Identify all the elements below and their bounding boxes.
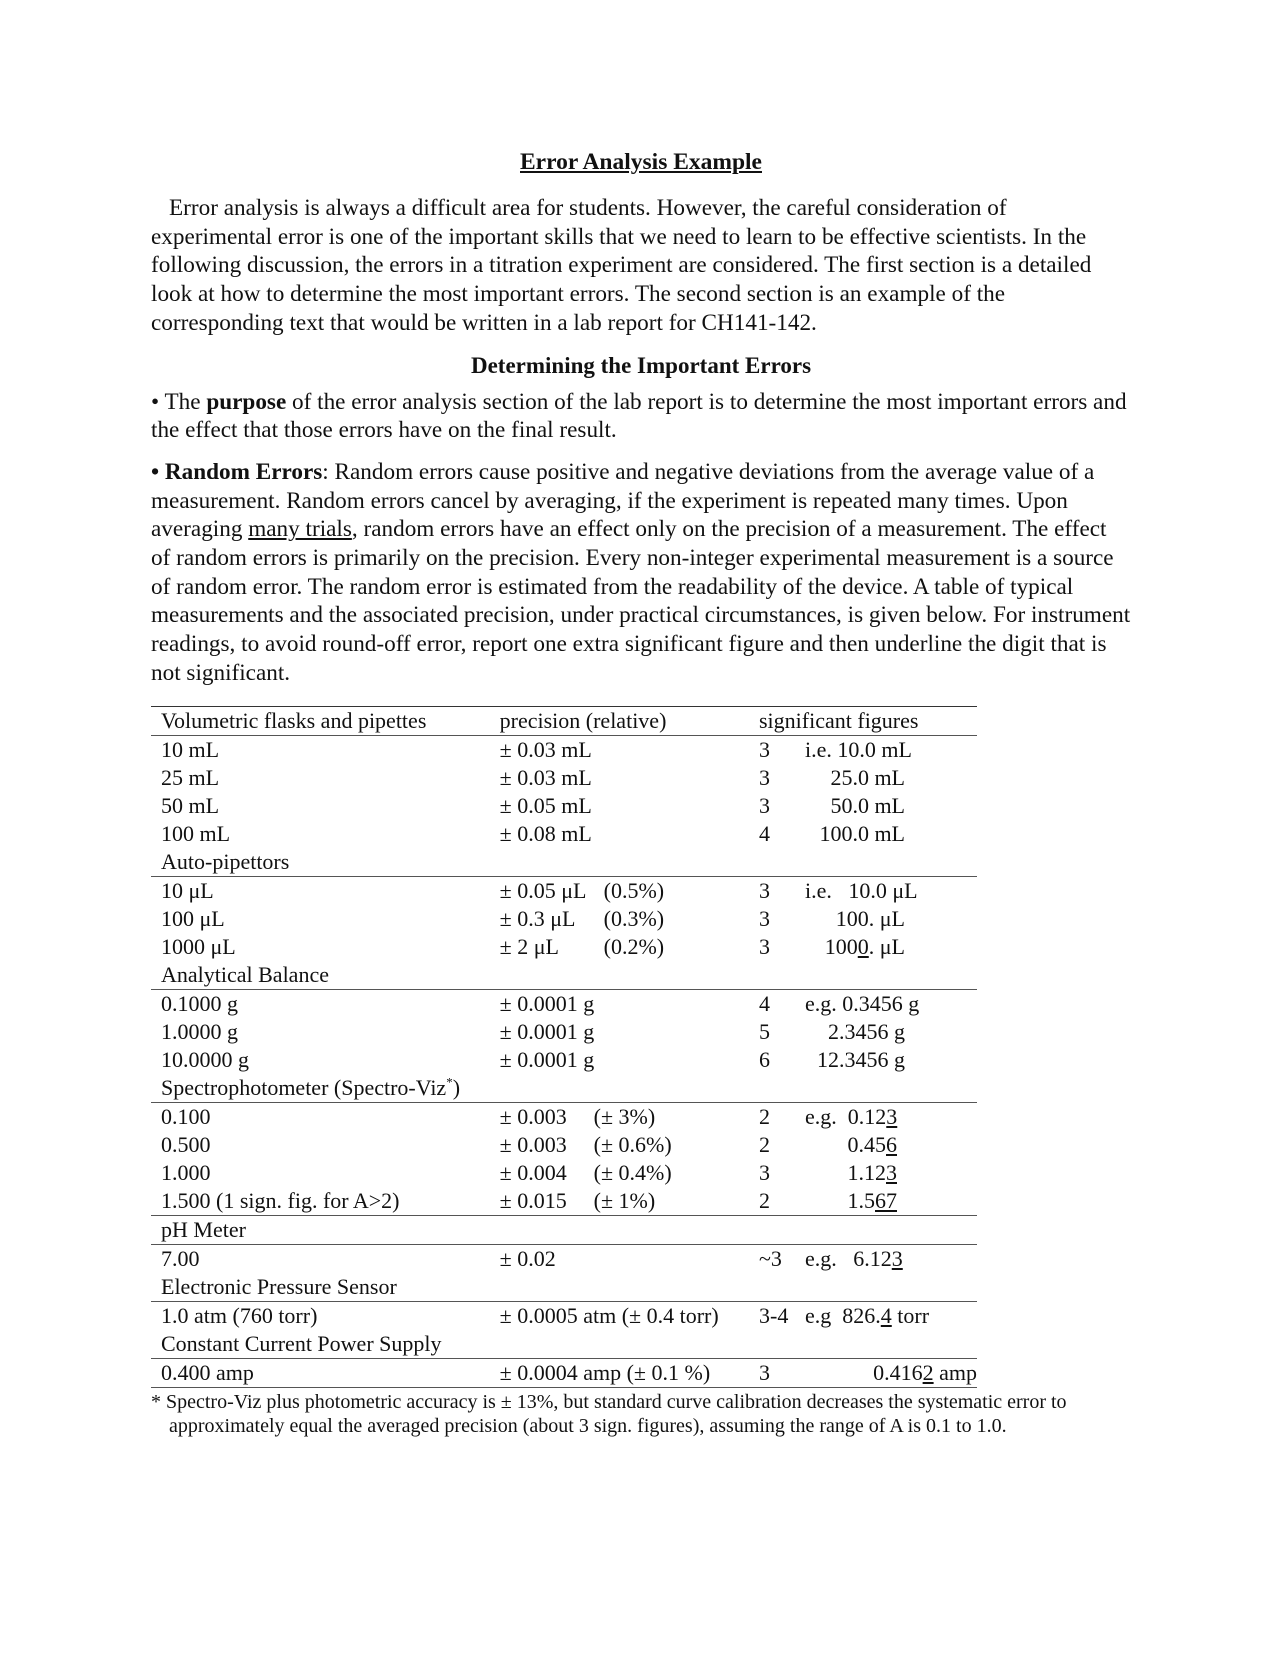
sigfig-example: i.e. 10.0 mL — [805, 736, 912, 762]
bullet-text: : Random errors cause positive and negative deviations from the average value of a measurement. Random errors cancel by averaging, if the experiment is repeated many times. Upon averaging — [151, 458, 1095, 543]
cell-precision: ± 0.05 mL — [499, 792, 592, 818]
cell-device: 1.0000 g — [161, 1018, 238, 1044]
group-label-analytical-balance: Analytical Balance — [161, 961, 329, 987]
sigfig-example: 50.0 mL — [830, 792, 905, 818]
sigfig-example — [805, 1104, 897, 1129]
example-part: 100 — [824, 933, 858, 959]
table-group-label-row — [151, 1215, 977, 1244]
example-insignificant-digit: 0 — [857, 933, 869, 959]
table-group-label-row — [151, 1273, 977, 1302]
cell-sigfigs — [749, 735, 977, 764]
table-row — [151, 792, 977, 820]
precision-table — [151, 706, 977, 1388]
cell-sigfigs — [749, 1131, 977, 1159]
cell-sigfigs — [749, 933, 977, 961]
sigfig-example — [805, 1246, 903, 1271]
table-row — [151, 876, 977, 905]
example-insignificant-digit: 3 — [886, 1103, 898, 1129]
purpose-bullet — [151, 388, 1131, 445]
document-page — [151, 148, 1131, 1438]
example-insignificant-digit: 2 — [922, 1359, 934, 1385]
cell-device: 1.000 — [161, 1159, 211, 1185]
cell-sigfigs — [749, 905, 977, 933]
sigfig-count: 2 — [759, 1131, 770, 1157]
table-group-label-row — [151, 961, 977, 990]
table-row — [151, 1018, 977, 1046]
section-heading: Determining the Important Errors — [470, 352, 812, 378]
cell-precision — [490, 933, 749, 961]
sigfig-count: 3 — [759, 877, 770, 903]
group-label-power-supply: Constant Current Power Supply — [161, 1330, 442, 1356]
precision-value: ± 0.003 — [499, 1103, 567, 1129]
cell-precision: ± 0.0004 amp (± 0.1 %) — [490, 1358, 749, 1387]
sigfig-count: 4 — [759, 820, 770, 846]
sigfig-count: 3 — [759, 1159, 770, 1185]
cell-device: 10 mL — [151, 735, 490, 764]
sigfig-example: i.e. 10.0 μL — [805, 877, 918, 903]
cell-device: 10.0000 g — [161, 1046, 249, 1072]
sigfig-count: 4 — [759, 990, 770, 1016]
sigfig-count: 3-4 — [759, 1302, 789, 1328]
cell-precision — [490, 1187, 749, 1216]
relative-precision: (0.5%) — [603, 877, 665, 903]
group-label-text: Spectrophotometer (Spectro-Viz — [161, 1074, 447, 1100]
table-footnote — [151, 1390, 1131, 1438]
relative-precision: (± 0.6%) — [593, 1131, 672, 1157]
table-row — [151, 1358, 977, 1387]
cell-precision — [490, 905, 749, 933]
cell-precision: ± 0.08 mL — [499, 820, 592, 846]
precision-value: ± 0.003 — [499, 1131, 567, 1157]
intro-paragraph: Error analysis is always a difficult area for students. However, the careful consideration of experimental error is one of the important skills that we need to learn to be effective scientists. In the following discussion, the errors in a titration experiment are considered. The first section is a detailed look at how to determine the most important errors. The second section is an example of the corresponding text that would be written in a lab report for CH141-142. — [151, 195, 1092, 336]
bullet-text: • The — [151, 388, 207, 415]
example-insignificant-digit: 4 — [880, 1302, 892, 1328]
bullet-text: , random errors have an effect only on the precision of a measurement. The effect of random errors is primarily on the precision. Every non-integer experimental measurement is a source of random error. The random error is estimated from the readability of the device. A table of typical measurements and the associated precision, under practical circumstances, is given below. For instrument readings, to avoid round-off error, report one extra significant figure and then underline the digit that is not significant. — [151, 516, 1131, 686]
cell-sigfigs — [749, 989, 977, 1018]
sigfig-example — [805, 933, 905, 961]
example-insignificant-digit: 3 — [891, 1245, 903, 1271]
precision-value: ± 0.015 — [499, 1187, 567, 1213]
sigfig-count: 3 — [759, 736, 770, 762]
group-label-text: ) — [452, 1074, 461, 1100]
example-part: e.g 826. — [805, 1302, 881, 1328]
table-row — [151, 1159, 977, 1187]
table-group-label-row — [151, 848, 977, 877]
cell-sigfigs — [749, 820, 977, 848]
cell-device: 0.100 — [151, 1102, 490, 1131]
precision-value: ± 0.3 μL — [499, 905, 576, 931]
table-group-label-row — [151, 1330, 977, 1359]
relative-precision: (0.3%) — [603, 905, 665, 931]
bullet-bold-term: purpose — [206, 388, 287, 415]
example-part: torr — [891, 1302, 930, 1328]
sigfig-count: 6 — [759, 1046, 770, 1072]
precision-value: ± 0.05 μL — [499, 877, 587, 903]
example-part: amp — [933, 1359, 977, 1385]
cell-device: 1.500 (1 sign. fig. for A>2) — [151, 1187, 490, 1216]
cell-precision — [490, 1159, 749, 1187]
relative-precision: (± 1%) — [593, 1187, 656, 1213]
example-insignificant-digit: 67 — [875, 1187, 897, 1213]
table-row — [151, 764, 977, 792]
example-part: 0.45 — [847, 1131, 886, 1157]
cell-sigfigs — [749, 1358, 977, 1387]
sigfig-example: 100.0 mL — [819, 820, 905, 846]
table-row — [151, 905, 977, 933]
sigfig-count: 3 — [759, 764, 770, 790]
document-title: Error Analysis Example — [520, 149, 762, 175]
cell-sigfigs — [749, 1018, 977, 1046]
bullet-text: of the error analysis section of the lab report is to determine the most important errors and the effect that those errors have on the final result. — [151, 388, 1127, 444]
sigfig-count: 2 — [759, 1187, 770, 1213]
cell-sigfigs — [749, 764, 977, 792]
sigfig-example — [805, 1303, 929, 1328]
relative-precision: (0.2%) — [603, 933, 665, 959]
example-part: 0.416 — [873, 1359, 923, 1385]
cell-sigfigs — [749, 792, 977, 820]
table-group-label-row — [151, 1074, 977, 1103]
group-label-pressure-sensor: Electronic Pressure Sensor — [161, 1273, 397, 1299]
footnote-line: * Spectro-Viz plus photometric accuracy is ± 13%, but standard curve calibration decreases the systematic error to — [151, 1390, 1067, 1413]
sigfig-example — [805, 1359, 977, 1387]
sigfig-count: ~3 — [759, 1245, 782, 1271]
sigfig-count: 5 — [759, 1018, 770, 1044]
group-label-auto-pipettors: Auto-pipettors — [161, 848, 290, 874]
sigfig-example: 25.0 mL — [830, 764, 905, 790]
table-header-row — [151, 706, 977, 735]
cell-sigfigs — [749, 876, 977, 905]
precision-value: ± 2 μL — [499, 933, 559, 959]
cell-device: 1000 μL — [161, 933, 236, 959]
sigfig-example: 100. μL — [835, 905, 905, 931]
sigfig-count: 3 — [759, 933, 770, 959]
table-row — [151, 1102, 977, 1131]
table-row — [151, 735, 977, 764]
sigfig-count: 3 — [759, 905, 770, 931]
cell-sigfigs — [749, 1301, 977, 1330]
sigfig-example — [805, 1159, 897, 1187]
example-insignificant-digit: 6 — [886, 1131, 897, 1157]
table-row — [151, 1046, 977, 1074]
footnote-marker: * — [446, 1074, 453, 1090]
example-part: 1.12 — [847, 1159, 886, 1185]
cell-sigfigs — [749, 1244, 977, 1273]
header-cell-device: Volumetric flasks and pipettes — [151, 706, 490, 735]
cell-device: 100 μL — [161, 905, 225, 931]
cell-precision: ± 0.03 mL — [499, 764, 592, 790]
example-part: . μL — [868, 933, 905, 959]
underlined-phrase: many trials — [248, 516, 352, 543]
example-part: 1.5 — [847, 1187, 875, 1213]
sigfig-example — [805, 1187, 897, 1215]
cell-precision: ± 0.0001 g — [499, 1046, 595, 1072]
cell-precision: ± 0.03 mL — [490, 735, 749, 764]
sigfig-example — [805, 1131, 897, 1159]
sigfig-count: 3 — [759, 792, 770, 818]
group-label-spectrophotometer — [151, 1074, 977, 1103]
cell-precision: ± 0.0001 g — [499, 1018, 595, 1044]
sigfig-example: 2.3456 g — [828, 1018, 905, 1044]
example-part: e.g. 0.12 — [805, 1103, 887, 1129]
cell-precision — [490, 1131, 749, 1159]
cell-device: 100 mL — [161, 820, 231, 846]
relative-precision: (± 3%) — [593, 1103, 656, 1129]
header-cell-sigfigs: significant figures — [749, 706, 977, 735]
table-row — [151, 820, 977, 848]
cell-precision: ± 0.0001 g — [490, 989, 749, 1018]
table-row — [151, 1244, 977, 1273]
footnote-line: approximately equal the averaged precision (about 3 sign. figures), assuming the range of A is 0.1 to 1.0. — [169, 1414, 1007, 1437]
header-cell-precision: precision (relative) — [490, 706, 749, 735]
precision-value: ± 0.004 — [499, 1159, 567, 1185]
bullet-bold-term: • Random Errors — [151, 458, 323, 485]
table-row — [151, 1301, 977, 1330]
cell-device: 25 mL — [161, 764, 220, 790]
cell-sigfigs — [749, 1187, 977, 1216]
table-row — [151, 1131, 977, 1159]
sigfig-count: 2 — [759, 1103, 770, 1129]
relative-precision: (± 0.4%) — [593, 1159, 672, 1185]
cell-device: 0.400 amp — [151, 1358, 490, 1387]
cell-device: 0.500 — [161, 1131, 211, 1157]
table-row — [151, 1187, 977, 1216]
cell-device: 0.1000 g — [151, 989, 490, 1018]
random-errors-bullet — [151, 458, 1131, 688]
cell-device: 7.00 — [151, 1244, 490, 1273]
table-row — [151, 989, 977, 1018]
sigfig-example: e.g. 0.3456 g — [805, 990, 920, 1016]
cell-precision: ± 0.0005 atm (± 0.4 torr) — [490, 1301, 749, 1330]
cell-device: 1.0 atm (760 torr) — [151, 1301, 490, 1330]
table-row — [151, 933, 977, 961]
cell-sigfigs — [749, 1159, 977, 1187]
group-label-ph-meter: pH Meter — [161, 1216, 246, 1242]
cell-precision — [490, 1102, 749, 1131]
example-insignificant-digit: 3 — [886, 1159, 897, 1185]
cell-precision — [490, 876, 749, 905]
cell-sigfigs — [749, 1102, 977, 1131]
cell-device: 50 mL — [161, 792, 220, 818]
cell-sigfigs — [749, 1046, 977, 1074]
sigfig-example: 12.3456 g — [817, 1046, 905, 1072]
sigfig-count: 3 — [759, 1359, 770, 1385]
cell-device: 10 μL — [151, 876, 490, 905]
example-part: e.g. 6.12 — [805, 1245, 892, 1271]
cell-precision: ± 0.02 — [490, 1244, 749, 1273]
